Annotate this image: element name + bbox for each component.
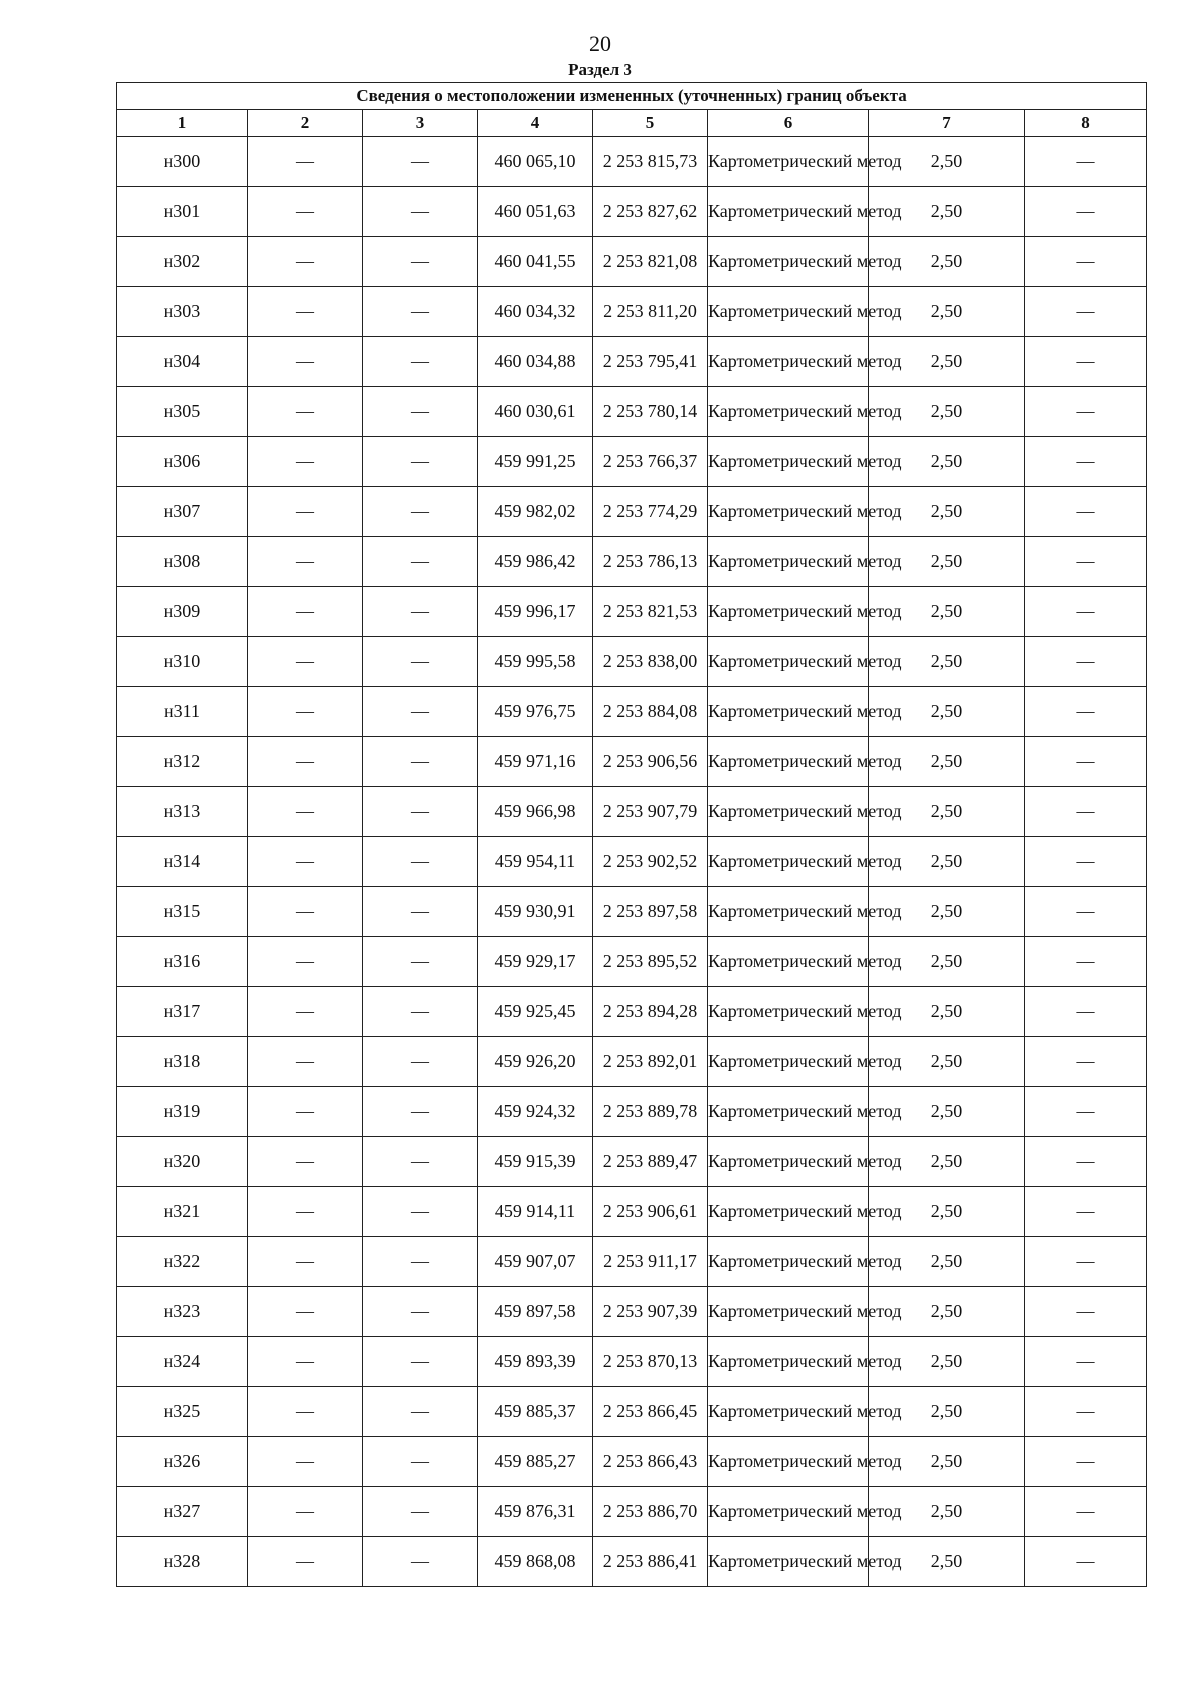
table-row — [117, 287, 1147, 337]
x-coordinate-cell: 460 034,32 — [478, 287, 593, 337]
col2-cell: — — [248, 337, 363, 387]
table-row — [117, 1287, 1147, 1337]
point-name-cell: н322 — [117, 1237, 248, 1287]
accuracy-cell: 2,50 — [869, 337, 1025, 387]
point-name-cell: н308 — [117, 537, 248, 587]
col3-cell: — — [363, 1137, 478, 1187]
table-row — [117, 487, 1147, 537]
y-coordinate-cell: 2 253 786,13 — [593, 537, 708, 587]
col2-cell: — — [248, 637, 363, 687]
col8-cell: — — [1025, 687, 1147, 737]
point-name-cell: н321 — [117, 1187, 248, 1237]
col8-cell: — — [1025, 1487, 1147, 1537]
y-coordinate-cell: 2 253 866,45 — [593, 1387, 708, 1437]
x-coordinate-cell: 459 982,02 — [478, 487, 593, 537]
col8-cell: — — [1025, 1387, 1147, 1437]
col2-cell: — — [248, 587, 363, 637]
method-cell: Картометрический метод — [708, 737, 869, 787]
col2-cell: — — [248, 187, 363, 237]
point-name-cell: н317 — [117, 987, 248, 1037]
table-row — [117, 1087, 1147, 1137]
x-coordinate-cell: 459 885,27 — [478, 1437, 593, 1487]
col3-cell: — — [363, 1337, 478, 1387]
table-row — [117, 1537, 1147, 1587]
accuracy-cell: 2,50 — [869, 787, 1025, 837]
x-coordinate-cell: 460 030,61 — [478, 387, 593, 437]
x-coordinate-cell: 459 995,58 — [478, 637, 593, 687]
x-coordinate-cell: 459 885,37 — [478, 1387, 593, 1437]
boundary-coordinates-table — [116, 82, 1147, 1587]
col3-cell: — — [363, 587, 478, 637]
point-name-cell: н314 — [117, 837, 248, 887]
point-name-cell: н304 — [117, 337, 248, 387]
method-cell: Картометрический метод — [708, 787, 869, 837]
col3-cell: — — [363, 487, 478, 537]
method-cell: Картометрический метод — [708, 1237, 869, 1287]
y-coordinate-cell: 2 253 780,14 — [593, 387, 708, 437]
point-name-cell: н311 — [117, 687, 248, 737]
accuracy-cell: 2,50 — [869, 1437, 1025, 1487]
table-row — [117, 187, 1147, 237]
col2-cell: — — [248, 1487, 363, 1537]
x-coordinate-cell: 459 929,17 — [478, 937, 593, 987]
col2-cell: — — [248, 287, 363, 337]
table-row — [117, 137, 1147, 187]
x-coordinate-cell: 459 876,31 — [478, 1487, 593, 1537]
y-coordinate-cell: 2 253 897,58 — [593, 887, 708, 937]
col3-cell: — — [363, 637, 478, 687]
x-coordinate-cell: 459 925,45 — [478, 987, 593, 1037]
accuracy-cell: 2,50 — [869, 687, 1025, 737]
y-coordinate-cell: 2 253 774,29 — [593, 487, 708, 537]
section-title: Раздел 3 — [568, 60, 632, 79]
accuracy-cell: 2,50 — [869, 137, 1025, 187]
column-header: 1 — [117, 110, 248, 137]
accuracy-cell: 2,50 — [869, 637, 1025, 687]
col8-cell: — — [1025, 937, 1147, 987]
col2-cell: — — [248, 137, 363, 187]
point-name-cell: н310 — [117, 637, 248, 687]
table-body — [117, 137, 1147, 1587]
x-coordinate-cell: 460 065,10 — [478, 137, 593, 187]
col8-cell: — — [1025, 987, 1147, 1037]
col8-cell: — — [1025, 1437, 1147, 1487]
y-coordinate-cell: 2 253 907,39 — [593, 1287, 708, 1337]
accuracy-cell: 2,50 — [869, 487, 1025, 537]
point-name-cell: н326 — [117, 1437, 248, 1487]
y-coordinate-cell: 2 253 911,17 — [593, 1237, 708, 1287]
table-row — [117, 787, 1147, 837]
y-coordinate-cell: 2 253 886,41 — [593, 1537, 708, 1587]
method-cell: Картометрический метод — [708, 1087, 869, 1137]
x-coordinate-cell: 459 915,39 — [478, 1137, 593, 1187]
col8-cell: — — [1025, 1187, 1147, 1237]
col3-cell: — — [363, 837, 478, 887]
col8-cell: — — [1025, 1337, 1147, 1387]
y-coordinate-cell: 2 253 838,00 — [593, 637, 708, 687]
table-row — [117, 1237, 1147, 1287]
point-name-cell: н316 — [117, 937, 248, 987]
point-name-cell: н306 — [117, 437, 248, 487]
col2-cell: — — [248, 437, 363, 487]
y-coordinate-cell: 2 253 902,52 — [593, 837, 708, 887]
col8-cell: — — [1025, 1287, 1147, 1337]
point-name-cell: н300 — [117, 137, 248, 187]
accuracy-cell: 2,50 — [869, 1187, 1025, 1237]
table-row — [117, 537, 1147, 587]
col8-cell: — — [1025, 787, 1147, 837]
col2-cell: — — [248, 1387, 363, 1437]
x-coordinate-cell: 459 907,07 — [478, 1237, 593, 1287]
col2-cell: — — [248, 687, 363, 737]
point-name-cell: н324 — [117, 1337, 248, 1387]
col8-cell: — — [1025, 187, 1147, 237]
y-coordinate-cell: 2 253 866,43 — [593, 1437, 708, 1487]
method-cell: Картометрический метод — [708, 1487, 869, 1537]
col8-cell: — — [1025, 837, 1147, 887]
point-name-cell: н328 — [117, 1537, 248, 1587]
col3-cell: — — [363, 337, 478, 387]
col3-cell: — — [363, 1387, 478, 1437]
x-coordinate-cell: 459 914,11 — [478, 1187, 593, 1237]
accuracy-cell: 2,50 — [869, 1487, 1025, 1537]
method-cell: Картометрический метод — [708, 1187, 869, 1237]
accuracy-cell: 2,50 — [869, 987, 1025, 1037]
y-coordinate-cell: 2 253 827,62 — [593, 187, 708, 237]
col2-cell: — — [248, 1287, 363, 1337]
column-header: 2 — [248, 110, 363, 137]
x-coordinate-cell: 459 991,25 — [478, 437, 593, 487]
col8-cell: — — [1025, 237, 1147, 287]
y-coordinate-cell: 2 253 886,70 — [593, 1487, 708, 1537]
col3-cell: — — [363, 787, 478, 837]
col8-cell: — — [1025, 1237, 1147, 1287]
col8-cell: — — [1025, 337, 1147, 387]
accuracy-cell: 2,50 — [869, 837, 1025, 887]
col8-cell: — — [1025, 1087, 1147, 1137]
method-cell: Картометрический метод — [708, 137, 869, 187]
method-cell: Картометрический метод — [708, 537, 869, 587]
point-name-cell: н325 — [117, 1387, 248, 1437]
y-coordinate-cell: 2 253 884,08 — [593, 687, 708, 737]
x-coordinate-cell: 459 986,42 — [478, 537, 593, 587]
accuracy-cell: 2,50 — [869, 737, 1025, 787]
table-row — [117, 437, 1147, 487]
y-coordinate-cell: 2 253 889,78 — [593, 1087, 708, 1137]
col8-cell: — — [1025, 137, 1147, 187]
accuracy-cell: 2,50 — [869, 1087, 1025, 1137]
col2-cell: — — [248, 1537, 363, 1587]
col2-cell: — — [248, 1337, 363, 1387]
method-cell: Картометрический метод — [708, 437, 869, 487]
col2-cell: — — [248, 237, 363, 287]
col2-cell: — — [248, 387, 363, 437]
point-name-cell: н319 — [117, 1087, 248, 1137]
col3-cell: — — [363, 987, 478, 1037]
method-cell: Картометрический метод — [708, 837, 869, 887]
col3-cell: — — [363, 1087, 478, 1137]
col3-cell: — — [363, 1537, 478, 1587]
table-row — [117, 587, 1147, 637]
column-header: 3 — [363, 110, 478, 137]
col2-cell: — — [248, 737, 363, 787]
table-row — [117, 687, 1147, 737]
x-coordinate-cell: 460 041,55 — [478, 237, 593, 287]
method-cell: Картометрический метод — [708, 1137, 869, 1187]
y-coordinate-cell: 2 253 815,73 — [593, 137, 708, 187]
x-coordinate-cell: 459 897,58 — [478, 1287, 593, 1337]
accuracy-cell: 2,50 — [869, 437, 1025, 487]
y-coordinate-cell: 2 253 906,56 — [593, 737, 708, 787]
method-cell: Картометрический метод — [708, 1537, 869, 1587]
accuracy-cell: 2,50 — [869, 537, 1025, 587]
y-coordinate-cell: 2 253 795,41 — [593, 337, 708, 387]
point-name-cell: н318 — [117, 1037, 248, 1087]
col3-cell: — — [363, 687, 478, 737]
y-coordinate-cell: 2 253 892,01 — [593, 1037, 708, 1087]
col3-cell: — — [363, 1287, 478, 1337]
point-name-cell: н320 — [117, 1137, 248, 1187]
table-row — [117, 987, 1147, 1037]
col3-cell: — — [363, 1487, 478, 1537]
col8-cell: — — [1025, 587, 1147, 637]
x-coordinate-cell: 459 971,16 — [478, 737, 593, 787]
accuracy-cell: 2,50 — [869, 1137, 1025, 1187]
y-coordinate-cell: 2 253 870,13 — [593, 1337, 708, 1387]
x-coordinate-cell: 459 976,75 — [478, 687, 593, 737]
table-row — [117, 1387, 1147, 1437]
col2-cell: — — [248, 487, 363, 537]
col3-cell: — — [363, 1237, 478, 1287]
x-coordinate-cell: 459 930,91 — [478, 887, 593, 937]
point-name-cell: н323 — [117, 1287, 248, 1337]
point-name-cell: н315 — [117, 887, 248, 937]
col8-cell: — — [1025, 487, 1147, 537]
col2-cell: — — [248, 837, 363, 887]
x-coordinate-cell: 459 996,17 — [478, 587, 593, 637]
col3-cell: — — [363, 387, 478, 437]
column-header-row — [117, 110, 1147, 137]
table-row — [117, 887, 1147, 937]
point-name-cell: н309 — [117, 587, 248, 637]
x-coordinate-cell: 459 924,32 — [478, 1087, 593, 1137]
method-cell: Картометрический метод — [708, 287, 869, 337]
col8-cell: — — [1025, 1037, 1147, 1087]
x-coordinate-cell: 459 966,98 — [478, 787, 593, 837]
y-coordinate-cell: 2 253 907,79 — [593, 787, 708, 837]
column-header: 7 — [869, 110, 1025, 137]
col2-cell: — — [248, 987, 363, 1037]
col3-cell: — — [363, 287, 478, 337]
accuracy-cell: 2,50 — [869, 1237, 1025, 1287]
y-coordinate-cell: 2 253 821,08 — [593, 237, 708, 287]
y-coordinate-cell: 2 253 766,37 — [593, 437, 708, 487]
method-cell: Картометрический метод — [708, 937, 869, 987]
col3-cell: — — [363, 1187, 478, 1237]
method-cell: Картометрический метод — [708, 1437, 869, 1487]
column-header: 6 — [708, 110, 869, 137]
method-cell: Картометрический метод — [708, 987, 869, 1037]
method-cell: Картометрический метод — [708, 1287, 869, 1337]
y-coordinate-cell: 2 253 821,53 — [593, 587, 708, 637]
method-cell: Картометрический метод — [708, 1387, 869, 1437]
accuracy-cell: 2,50 — [869, 1337, 1025, 1387]
table-row — [117, 1037, 1147, 1087]
col2-cell: — — [248, 937, 363, 987]
col8-cell: — — [1025, 637, 1147, 687]
x-coordinate-cell: 459 893,39 — [478, 1337, 593, 1387]
x-coordinate-cell: 460 051,63 — [478, 187, 593, 237]
x-coordinate-cell: 459 954,11 — [478, 837, 593, 887]
point-name-cell: н305 — [117, 387, 248, 437]
col2-cell: — — [248, 1087, 363, 1137]
col8-cell: — — [1025, 287, 1147, 337]
col8-cell: — — [1025, 1137, 1147, 1187]
accuracy-cell: 2,50 — [869, 587, 1025, 637]
col3-cell: — — [363, 187, 478, 237]
accuracy-cell: 2,50 — [869, 937, 1025, 987]
col3-cell: — — [363, 1437, 478, 1487]
x-coordinate-cell: 459 926,20 — [478, 1037, 593, 1087]
y-coordinate-cell: 2 253 811,20 — [593, 287, 708, 337]
method-cell: Картометрический метод — [708, 487, 869, 537]
col8-cell: — — [1025, 887, 1147, 937]
table-row — [117, 837, 1147, 887]
table-row — [117, 387, 1147, 437]
method-cell: Картометрический метод — [708, 337, 869, 387]
table-row — [117, 1337, 1147, 1387]
accuracy-cell: 2,50 — [869, 887, 1025, 937]
method-cell: Картометрический метод — [708, 237, 869, 287]
table-row — [117, 337, 1147, 387]
column-header: 8 — [1025, 110, 1147, 137]
y-coordinate-cell: 2 253 895,52 — [593, 937, 708, 987]
column-header: 5 — [593, 110, 708, 137]
table-row — [117, 1187, 1147, 1237]
x-coordinate-cell: 460 034,88 — [478, 337, 593, 387]
col8-cell: — — [1025, 737, 1147, 787]
col2-cell: — — [248, 1237, 363, 1287]
table-row — [117, 937, 1147, 987]
col2-cell: — — [248, 537, 363, 587]
accuracy-cell: 2,50 — [869, 287, 1025, 337]
table-row — [117, 1487, 1147, 1537]
table-row — [117, 637, 1147, 687]
accuracy-cell: 2,50 — [869, 1387, 1025, 1437]
col8-cell: — — [1025, 387, 1147, 437]
method-cell: Картометрический метод — [708, 587, 869, 637]
accuracy-cell: 2,50 — [869, 187, 1025, 237]
point-name-cell: н307 — [117, 487, 248, 537]
y-coordinate-cell: 2 253 906,61 — [593, 1187, 708, 1237]
col3-cell: — — [363, 937, 478, 987]
accuracy-cell: 2,50 — [869, 387, 1025, 437]
method-cell: Картометрический метод — [708, 687, 869, 737]
point-name-cell: н313 — [117, 787, 248, 837]
col8-cell: — — [1025, 437, 1147, 487]
col3-cell: — — [363, 237, 478, 287]
accuracy-cell: 2,50 — [869, 1287, 1025, 1337]
col2-cell: — — [248, 787, 363, 837]
method-cell: Картометрический метод — [708, 1337, 869, 1387]
col3-cell: — — [363, 537, 478, 587]
method-cell: Картометрический метод — [708, 187, 869, 237]
table-row — [117, 1137, 1147, 1187]
table-row — [117, 1437, 1147, 1487]
accuracy-cell: 2,50 — [869, 1037, 1025, 1087]
point-name-cell: н302 — [117, 237, 248, 287]
method-cell: Картометрический метод — [708, 637, 869, 687]
column-header: 4 — [478, 110, 593, 137]
point-name-cell: н303 — [117, 287, 248, 337]
point-name-cell: н312 — [117, 737, 248, 787]
col2-cell: — — [248, 1137, 363, 1187]
table-row — [117, 237, 1147, 287]
col2-cell: — — [248, 887, 363, 937]
table-row — [117, 737, 1147, 787]
x-coordinate-cell: 459 868,08 — [478, 1537, 593, 1587]
page-number: 20 — [589, 31, 611, 56]
point-name-cell: н301 — [117, 187, 248, 237]
method-cell: Картометрический метод — [708, 887, 869, 937]
col3-cell: — — [363, 887, 478, 937]
col2-cell: — — [248, 1437, 363, 1487]
col3-cell: — — [363, 437, 478, 487]
table-caption: Сведения о местоположении измененных (уточненных) границ объекта — [117, 83, 1147, 110]
col3-cell: — — [363, 1037, 478, 1087]
method-cell: Картометрический метод — [708, 1037, 869, 1087]
accuracy-cell: 2,50 — [869, 237, 1025, 287]
y-coordinate-cell: 2 253 894,28 — [593, 987, 708, 1037]
col3-cell: — — [363, 737, 478, 787]
y-coordinate-cell: 2 253 889,47 — [593, 1137, 708, 1187]
accuracy-cell: 2,50 — [869, 1537, 1025, 1587]
point-name-cell: н327 — [117, 1487, 248, 1537]
col2-cell: — — [248, 1037, 363, 1087]
col3-cell: — — [363, 137, 478, 187]
col8-cell: — — [1025, 537, 1147, 587]
method-cell: Картометрический метод — [708, 387, 869, 437]
col8-cell: — — [1025, 1537, 1147, 1587]
col2-cell: — — [248, 1187, 363, 1237]
